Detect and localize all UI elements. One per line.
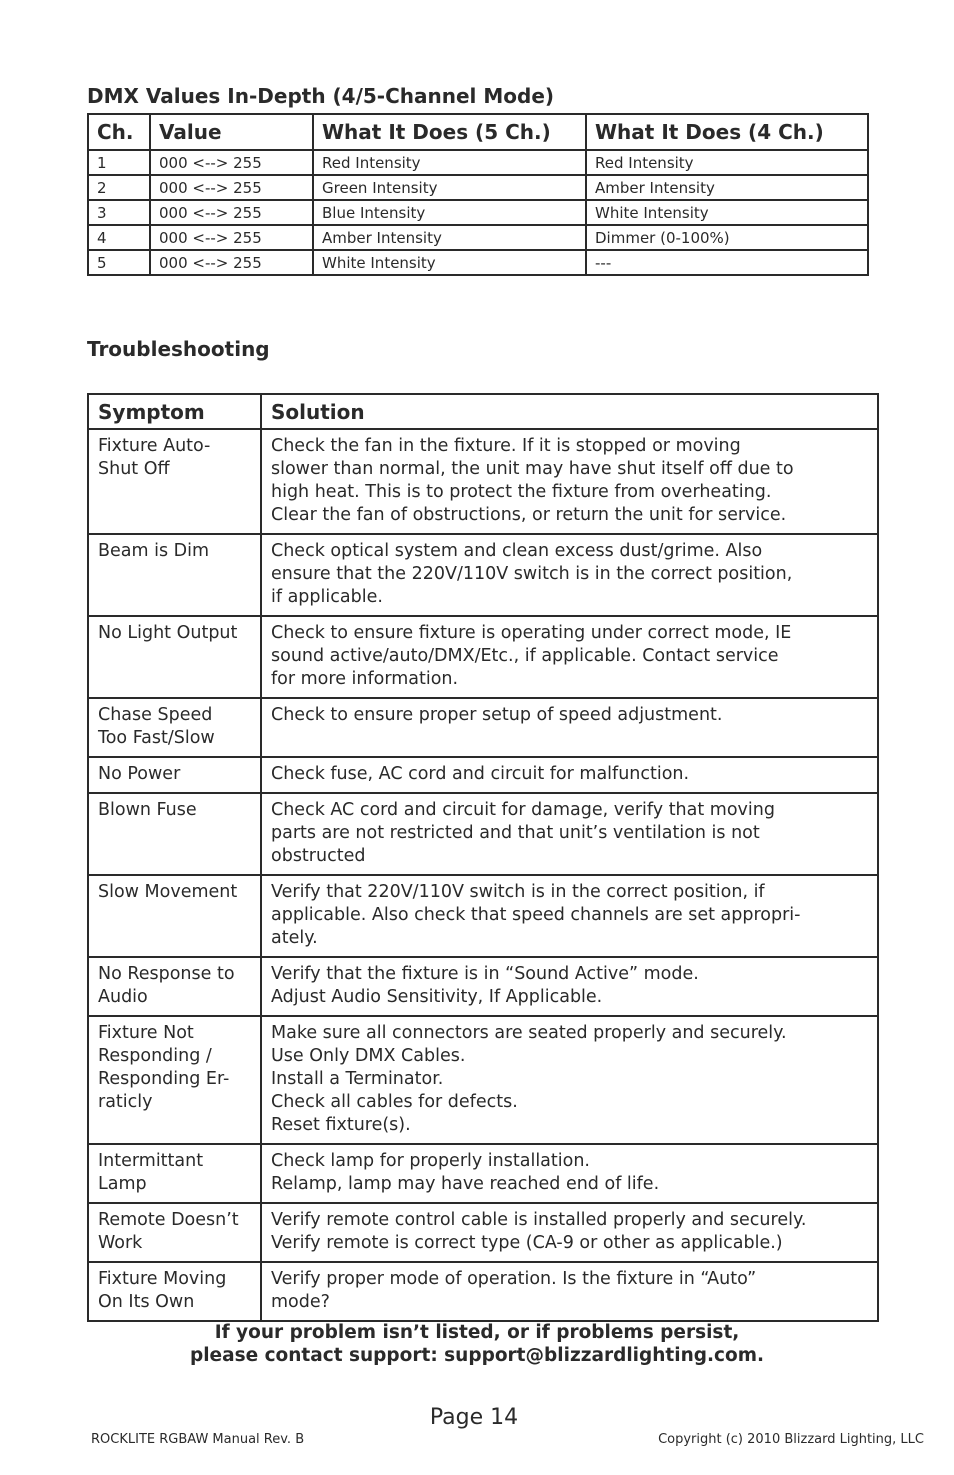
solution-cell: Check optical system and clean excess dust/grime. Also ensure that the 220V/110V switch is in the correct position, if applicable. bbox=[261, 534, 878, 616]
column-header-symptom: Symptom bbox=[88, 394, 261, 429]
symptom-cell: Chase Speed Too Fast/Slow bbox=[88, 698, 261, 757]
solution-cell: Check to ensure proper setup of speed adjustment. bbox=[261, 698, 878, 757]
channel-cell: 1 bbox=[88, 150, 150, 175]
table-row bbox=[88, 1144, 878, 1203]
table-row bbox=[88, 793, 878, 875]
troubleshooting-table bbox=[87, 393, 879, 1322]
symptom-cell: No Power bbox=[88, 757, 261, 793]
table-row bbox=[88, 225, 868, 250]
symptom-cell: Slow Movement bbox=[88, 875, 261, 957]
function-5ch-cell: Green Intensity bbox=[313, 175, 586, 200]
table-row bbox=[88, 200, 868, 225]
channel-cell: 2 bbox=[88, 175, 150, 200]
solution-cell: Check the fan in the fixture. If it is stopped or moving slower than normal, the unit may have shut itself off due to high heat. This is to protect the fixture from overheating. Clear the fan of obstructions, or return the unit for service. bbox=[261, 429, 878, 534]
dmx-values-table bbox=[87, 113, 869, 276]
solution-cell: Check AC cord and circuit for damage, verify that moving parts are not restricted and that unit’s ventilation is not obstructed bbox=[261, 793, 878, 875]
function-5ch-cell: Red Intensity bbox=[313, 150, 586, 175]
solution-cell: Check to ensure fixture is operating under correct mode, IE sound active/auto/DMX/Etc., if applicable. Contact service for more information. bbox=[261, 616, 878, 698]
function-4ch-cell: Dimmer (0-100%) bbox=[586, 225, 868, 250]
support-contact-line: please contact support: support@blizzardlighting.com. bbox=[189, 1345, 765, 1366]
table-row bbox=[88, 150, 868, 175]
column-header-value: Value bbox=[150, 114, 313, 150]
troubleshooting-section-title: Troubleshooting bbox=[87, 337, 270, 361]
symptom-cell: No Light Output bbox=[88, 616, 261, 698]
copyright-notice: Copyright (c) 2010 Blizzard Lighting, LLC bbox=[658, 1432, 924, 1447]
table-row bbox=[88, 1262, 878, 1321]
value-cell: 000 <--> 255 bbox=[150, 150, 313, 175]
table-row bbox=[88, 957, 878, 1016]
function-4ch-cell: Amber Intensity bbox=[586, 175, 868, 200]
solution-cell: Verify that the fixture is in “Sound Active” mode. Adjust Audio Sensitivity, If Applicable. bbox=[261, 957, 878, 1016]
solution-cell: Verify remote control cable is installed properly and securely. Verify remote is correct type (CA-9 or other as applicable.) bbox=[261, 1203, 878, 1262]
channel-cell: 4 bbox=[88, 225, 150, 250]
symptom-cell: Fixture Auto- Shut Off bbox=[88, 429, 261, 534]
symptom-cell: Remote Doesn’t Work bbox=[88, 1203, 261, 1262]
value-cell: 000 <--> 255 bbox=[150, 225, 313, 250]
symptom-cell: Intermittant Lamp bbox=[88, 1144, 261, 1203]
value-cell: 000 <--> 255 bbox=[150, 200, 313, 225]
table-row bbox=[88, 875, 878, 957]
solution-cell: Verify proper mode of operation. Is the fixture in “Auto” mode? bbox=[261, 1262, 878, 1321]
table-row bbox=[88, 1203, 878, 1262]
table-row bbox=[88, 175, 868, 200]
table-row bbox=[88, 698, 878, 757]
page-number: Page 14 bbox=[429, 1405, 519, 1430]
function-5ch-cell: Blue Intensity bbox=[313, 200, 586, 225]
symptom-cell: Fixture Moving On Its Own bbox=[88, 1262, 261, 1321]
channel-cell: 3 bbox=[88, 200, 150, 225]
function-4ch-cell: White Intensity bbox=[586, 200, 868, 225]
column-header-channel: Ch. bbox=[88, 114, 150, 150]
symptom-cell: No Response to Audio bbox=[88, 957, 261, 1016]
solution-cell: Check fuse, AC cord and circuit for malfunction. bbox=[261, 757, 878, 793]
table-row bbox=[88, 757, 878, 793]
column-header-5ch: What It Does (5 Ch.) bbox=[313, 114, 586, 150]
value-cell: 000 <--> 255 bbox=[150, 250, 313, 275]
table-header-row bbox=[88, 394, 878, 429]
symptom-cell: Fixture Not Responding / Responding Er- raticly bbox=[88, 1016, 261, 1144]
function-4ch-cell: --- bbox=[586, 250, 868, 275]
table-row bbox=[88, 250, 868, 275]
table-header-row bbox=[88, 114, 868, 150]
dmx-section-title: DMX Values In-Depth (4/5-Channel Mode) bbox=[87, 84, 555, 108]
solution-cell: Check lamp for properly installation. Relamp, lamp may have reached end of life. bbox=[261, 1144, 878, 1203]
support-note bbox=[0, 1321, 954, 1367]
table-row bbox=[88, 616, 878, 698]
symptom-cell: Blown Fuse bbox=[88, 793, 261, 875]
function-5ch-cell: White Intensity bbox=[313, 250, 586, 275]
solution-cell: Verify that 220V/110V switch is in the correct position, if applicable. Also check that speed channels are set appropri- ately. bbox=[261, 875, 878, 957]
symptom-cell: Beam is Dim bbox=[88, 534, 261, 616]
table-row bbox=[88, 429, 878, 534]
channel-cell: 5 bbox=[88, 250, 150, 275]
table-row bbox=[88, 1016, 878, 1144]
function-5ch-cell: Amber Intensity bbox=[313, 225, 586, 250]
manual-revision: ROCKLITE RGBAW Manual Rev. B bbox=[91, 1432, 305, 1447]
column-header-4ch: What It Does (4 Ch.) bbox=[586, 114, 868, 150]
table-row bbox=[88, 534, 878, 616]
solution-cell: Make sure all connectors are seated properly and securely. Use Only DMX Cables. Install a Terminator. Check all cables for defects. Reset fixture(s). bbox=[261, 1016, 878, 1144]
value-cell: 000 <--> 255 bbox=[150, 175, 313, 200]
function-4ch-cell: Red Intensity bbox=[586, 150, 868, 175]
support-note-line: If your problem isn’t listed, or if problems persist, bbox=[214, 1322, 740, 1343]
column-header-solution: Solution bbox=[261, 394, 878, 429]
